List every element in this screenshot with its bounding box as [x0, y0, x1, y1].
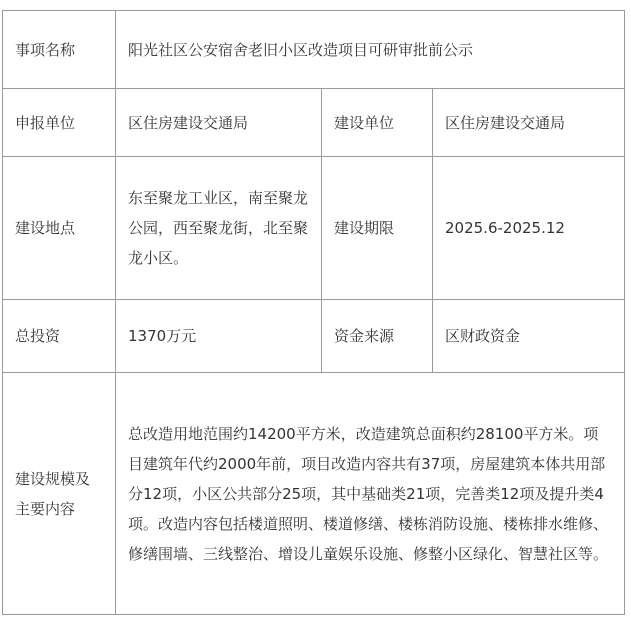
item-name-label: 事项名称 — [3, 11, 116, 89]
project-notice-table — [2, 10, 625, 615]
period-label: 建设期限 — [322, 157, 433, 300]
scale-row — [3, 373, 625, 615]
applicant-value: 区住房建设交通局 — [116, 89, 322, 157]
item-name-value: 阳光社区公安宿舍老旧小区改造项目可研审批前公示 — [116, 11, 625, 89]
site-label: 建设地点 — [3, 157, 116, 300]
fund-source-value: 区财政资金 — [433, 300, 625, 373]
builder-label: 建设单位 — [322, 89, 433, 157]
unit-row — [3, 89, 625, 157]
investment-value: 1370万元 — [116, 300, 322, 373]
period-value: 2025.6-2025.12 — [433, 157, 625, 300]
scale-label: 建设规模及主要内容 — [3, 373, 116, 615]
builder-value: 区住房建设交通局 — [433, 89, 625, 157]
investment-label: 总投资 — [3, 300, 116, 373]
site-value: 东至聚龙工业区，南至聚龙公园，西至聚龙街，北至聚龙小区。 — [116, 157, 322, 300]
item-name-row — [3, 11, 625, 89]
investment-row — [3, 300, 625, 373]
applicant-label: 申报单位 — [3, 89, 116, 157]
site-row — [3, 157, 625, 300]
scale-value: 总改造用地范围约14200平方米，改造建筑总面积约28100平方米。项目建筑年代约2000年前，项目改造内容共有37项，房屋建筑本体共用部分12项，小区公共部分25项，其中基础类21项，完善类12项及提升类4项。改造内容包括楼道照明、楼道修缮、楼栋消防设施、楼栋排水维修、修缮围墙、三线整治、增设儿童娱乐设施、修整小区绿化、智慧社区等。 — [116, 373, 625, 615]
fund-source-label: 资金来源 — [322, 300, 433, 373]
